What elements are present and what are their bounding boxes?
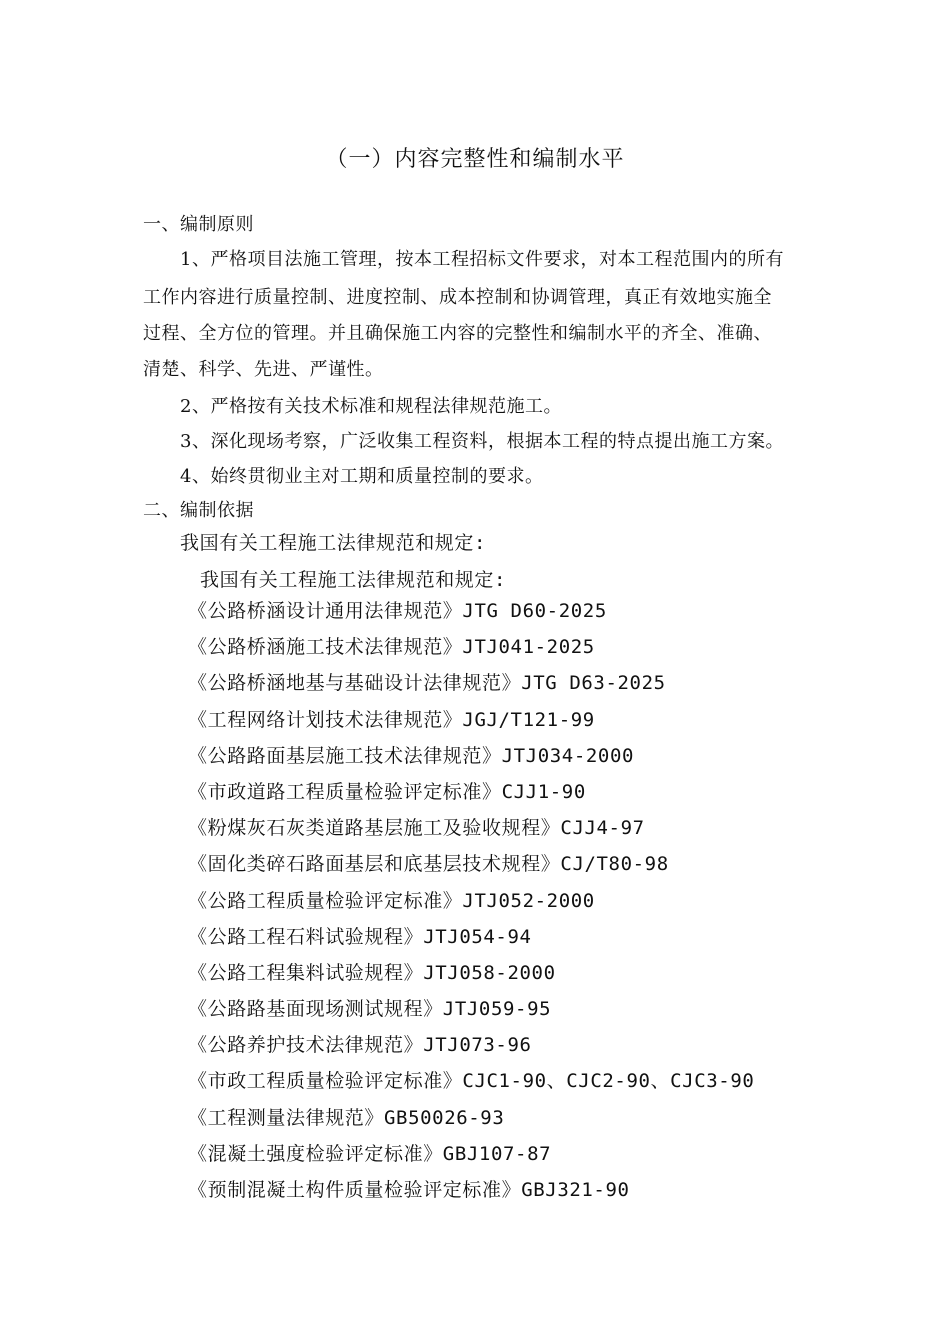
standard-item: 《公路工程集料试验规程》JTJ058-2000 — [188, 961, 556, 984]
paragraph-line: 过程、全方位的管理。并且确保施工内容的完整性和编制水平的齐全、准确、 — [143, 323, 772, 344]
section-heading-basis: 二、编制依据 — [143, 500, 254, 521]
standard-item: 《公路路面基层施工技术法律规范》JTJ034-2000 — [188, 744, 635, 767]
standard-item: 《工程测量法律规范》GB50026-93 — [188, 1106, 505, 1129]
standard-item: 《公路路基面现场测试规程》JTJ059-95 — [188, 998, 552, 1021]
section-heading-principles: 一、编制原则 — [143, 214, 254, 235]
standard-item: 《工程网络计划技术法律规范》JGJ/T121-99 — [188, 708, 595, 731]
standards-list — [188, 597, 754, 1212]
standard-item: 《公路养护技术法律规范》JTJ073-96 — [188, 1034, 532, 1057]
basis-intro-repeat: 我国有关工程施工法律规范和规定: — [200, 569, 507, 591]
principle-item-4: 4、始终贯彻业主对工期和质量控制的要求。 — [180, 466, 544, 487]
standard-item: 《公路桥涵地基与基础设计法律规范》JTG D63-2025 — [188, 672, 666, 695]
standard-item: 《市政道路工程质量检验评定标准》CJJ1-90 — [188, 780, 586, 803]
basis-intro: 我国有关工程施工法律规范和规定: — [180, 532, 487, 554]
page-title: （一）内容完整性和编制水平 — [325, 147, 625, 172]
standard-item: 《公路桥涵设计通用法律规范》JTG D60-2025 — [188, 600, 607, 622]
standard-item: 《市政工程质量检验评定标准》CJC1-90、CJC2-90、CJC3-90 — [188, 1070, 755, 1093]
standard-item: 《公路桥涵施工技术法律规范》JTJ041-2025 — [188, 636, 595, 659]
principle-item-2: 2、严格按有关技术标准和规程法律规范施工。 — [180, 396, 562, 417]
standard-item: 《固化类碎石路面基层和底基层技术规程》CJ/T80-98 — [188, 853, 669, 876]
standard-item: 《粉煤灰石灰类道路基层施工及验收规程》CJJ4-97 — [188, 817, 645, 840]
standard-item: 《预制混凝土构件质量检验评定标准》GBJ321-90 — [188, 1179, 630, 1201]
paragraph-line: 清楚、科学、先进、严谨性。 — [143, 359, 384, 380]
standard-item: 《混凝土强度检验评定标准》GBJ107-87 — [188, 1142, 552, 1165]
standard-item: 《公路工程质量检验评定标准》JTJ052-2000 — [188, 889, 595, 912]
standard-item: 《公路工程石料试验规程》JTJ054-94 — [188, 925, 532, 948]
paragraph-line: 1、严格项目法施工管理，按本工程招标文件要求，对本工程范围内的所有 — [180, 249, 784, 270]
paragraph-line: 工作内容进行质量控制、进度控制、成本控制和协调管理，真正有效地实施全 — [143, 287, 772, 308]
principle-item-3: 3、深化现场考察，广泛收集工程资料，根据本工程的特点提出施工方案。 — [180, 431, 784, 452]
